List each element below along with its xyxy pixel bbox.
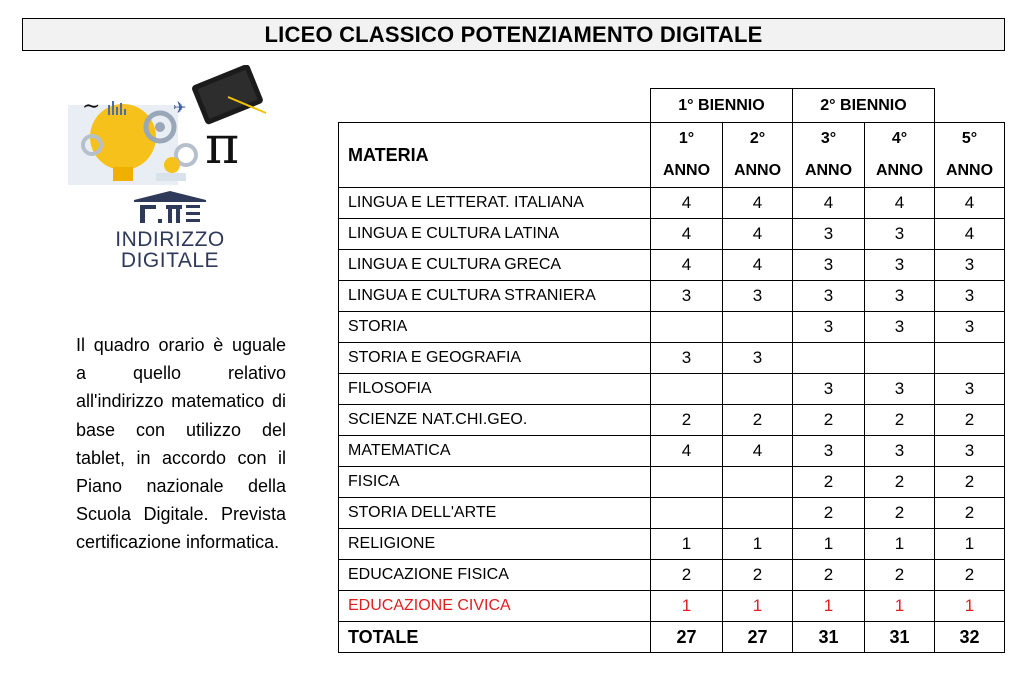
hours-cell: 4 bbox=[935, 188, 1005, 219]
hours-cell: 1 bbox=[793, 529, 865, 560]
subject-row bbox=[339, 343, 1005, 374]
subject-row bbox=[339, 529, 1005, 560]
hours-cell: 2 bbox=[793, 498, 865, 529]
year-header: 2° ANNO bbox=[723, 123, 793, 188]
biennio-2-header: 2° BIENNIO bbox=[793, 89, 935, 123]
hours-cell: 3 bbox=[865, 374, 935, 405]
subject-row bbox=[339, 250, 1005, 281]
subject-row bbox=[339, 436, 1005, 467]
hours-cell: 3 bbox=[935, 281, 1005, 312]
hours-cell: 2 bbox=[865, 498, 935, 529]
subject-name: LINGUA E CULTURA GRECA bbox=[339, 250, 651, 281]
subject-name: FISICA bbox=[339, 467, 651, 498]
hours-cell bbox=[865, 343, 935, 374]
hours-cell: 3 bbox=[793, 374, 865, 405]
hours-cell: 3 bbox=[651, 343, 723, 374]
hours-cell: 3 bbox=[935, 374, 1005, 405]
brand-line-1: INDIRIZZO bbox=[115, 228, 225, 251]
hours-cell: 1 bbox=[865, 529, 935, 560]
hours-cell: 2 bbox=[651, 405, 723, 436]
svg-text:∼: ∼ bbox=[82, 94, 101, 119]
page-title: LICEO CLASSICO POTENZIAMENTO DIGITALE bbox=[264, 21, 763, 47]
subject-row bbox=[339, 560, 1005, 591]
hours-cell: 4 bbox=[723, 436, 793, 467]
hours-cell: 4 bbox=[793, 188, 865, 219]
year-header: 4° ANNO bbox=[865, 123, 935, 188]
hours-cell bbox=[651, 312, 723, 343]
year-header: 5° ANNO bbox=[935, 123, 1005, 188]
subject-row bbox=[339, 374, 1005, 405]
hours-cell bbox=[793, 343, 865, 374]
subject-name: LINGUA E CULTURA LATINA bbox=[339, 219, 651, 250]
hours-cell: 3 bbox=[793, 436, 865, 467]
hours-cell: 3 bbox=[865, 436, 935, 467]
subject-name: STORIA bbox=[339, 312, 651, 343]
hours-cell: 3 bbox=[793, 219, 865, 250]
hours-cell: 4 bbox=[651, 250, 723, 281]
subject-row bbox=[339, 188, 1005, 219]
hours-cell: 3 bbox=[793, 281, 865, 312]
hours-cell: 4 bbox=[651, 219, 723, 250]
subject-row bbox=[339, 219, 1005, 250]
subject-row bbox=[339, 591, 1005, 622]
school-brand-logo bbox=[95, 190, 245, 285]
hours-cell: 3 bbox=[935, 250, 1005, 281]
subject-row bbox=[339, 467, 1005, 498]
hours-cell: 2 bbox=[723, 560, 793, 591]
hours-cell: 1 bbox=[793, 591, 865, 622]
hours-cell: 2 bbox=[793, 405, 865, 436]
hours-cell: 1 bbox=[865, 591, 935, 622]
total-cell: 27 bbox=[723, 622, 793, 653]
hours-cell: 4 bbox=[651, 436, 723, 467]
hours-cell bbox=[723, 312, 793, 343]
hours-cell: 3 bbox=[723, 343, 793, 374]
hours-cell: 1 bbox=[723, 529, 793, 560]
hours-cell: 2 bbox=[723, 405, 793, 436]
timetable bbox=[338, 88, 1005, 653]
hours-cell: 3 bbox=[935, 312, 1005, 343]
biennio-header-row bbox=[339, 89, 1005, 123]
hours-cell: 2 bbox=[865, 560, 935, 591]
hours-cell: 2 bbox=[651, 560, 723, 591]
hours-cell: 1 bbox=[651, 529, 723, 560]
total-label: TOTALE bbox=[339, 622, 651, 653]
hours-cell bbox=[651, 374, 723, 405]
total-cell: 31 bbox=[793, 622, 865, 653]
year-header-row bbox=[339, 123, 1005, 188]
hours-cell bbox=[935, 343, 1005, 374]
hours-cell: 4 bbox=[723, 219, 793, 250]
subject-name: SCIENZE NAT.CHI.GEO. bbox=[339, 405, 651, 436]
year-header: 1° ANNO bbox=[651, 123, 723, 188]
subject-name: RELIGIONE bbox=[339, 529, 651, 560]
subject-row bbox=[339, 405, 1005, 436]
subject-column-header: MATERIA bbox=[339, 123, 651, 188]
hours-cell: 3 bbox=[651, 281, 723, 312]
hours-cell: 1 bbox=[651, 591, 723, 622]
hours-cell: 4 bbox=[935, 219, 1005, 250]
subject-row bbox=[339, 312, 1005, 343]
digital-school-illustration bbox=[68, 65, 268, 187]
hours-cell: 1 bbox=[723, 591, 793, 622]
total-cell: 32 bbox=[935, 622, 1005, 653]
hours-cell: 4 bbox=[723, 188, 793, 219]
svg-text:✈: ✈ bbox=[173, 98, 187, 117]
hours-cell: 1 bbox=[935, 529, 1005, 560]
hours-cell bbox=[723, 498, 793, 529]
hours-cell: 3 bbox=[865, 281, 935, 312]
total-cell: 31 bbox=[865, 622, 935, 653]
biennio-1-header: 1° BIENNIO bbox=[651, 89, 793, 123]
hours-cell: 3 bbox=[865, 312, 935, 343]
hours-cell: 3 bbox=[935, 436, 1005, 467]
year-header: 3° ANNO bbox=[793, 123, 865, 188]
subject-name: STORIA DELL'ARTE bbox=[339, 498, 651, 529]
hours-cell: 2 bbox=[935, 405, 1005, 436]
hours-cell bbox=[723, 467, 793, 498]
svg-text:π: π bbox=[205, 116, 240, 176]
hours-cell: 4 bbox=[723, 250, 793, 281]
subject-name: LINGUA E CULTURA STRANIERA bbox=[339, 281, 651, 312]
hours-cell: 2 bbox=[935, 560, 1005, 591]
hours-cell bbox=[651, 467, 723, 498]
hours-cell bbox=[651, 498, 723, 529]
subject-name: EDUCAZIONE FISICA bbox=[339, 560, 651, 591]
subject-name: EDUCAZIONE CIVICA bbox=[339, 591, 651, 622]
subject-row bbox=[339, 281, 1005, 312]
hours-cell: 3 bbox=[793, 312, 865, 343]
hours-cell: 2 bbox=[793, 467, 865, 498]
hours-cell: 2 bbox=[793, 560, 865, 591]
hours-cell: 2 bbox=[935, 467, 1005, 498]
subject-name: LINGUA E LETTERAT. ITALIANA bbox=[339, 188, 651, 219]
total-row bbox=[339, 622, 1005, 653]
subject-row bbox=[339, 498, 1005, 529]
subject-name: MATEMATICA bbox=[339, 436, 651, 467]
hours-cell: 3 bbox=[865, 250, 935, 281]
school-emblem-icon bbox=[130, 190, 210, 224]
hours-cell bbox=[723, 374, 793, 405]
hours-cell: 3 bbox=[865, 219, 935, 250]
brand-line-2: DIGITALE bbox=[120, 249, 220, 272]
hours-cell: 3 bbox=[793, 250, 865, 281]
page-title-bar bbox=[22, 18, 1005, 51]
hours-cell: 2 bbox=[865, 405, 935, 436]
hours-cell: 2 bbox=[935, 498, 1005, 529]
curriculum-description: Il quadro orario è uguale a quello relativo all'indirizzo matematico di base con utilizzo del tablet, in accordo con il Piano nazionale della Scuola Digitale. Prevista certificazione informatica. bbox=[76, 335, 286, 553]
total-cell: 27 bbox=[651, 622, 723, 653]
subject-name: STORIA E GEOGRAFIA bbox=[339, 343, 651, 374]
hours-cell: 3 bbox=[723, 281, 793, 312]
hours-cell: 1 bbox=[935, 591, 1005, 622]
hours-cell: 4 bbox=[865, 188, 935, 219]
subject-name: FILOSOFIA bbox=[339, 374, 651, 405]
hours-cell: 4 bbox=[651, 188, 723, 219]
hours-cell: 2 bbox=[865, 467, 935, 498]
